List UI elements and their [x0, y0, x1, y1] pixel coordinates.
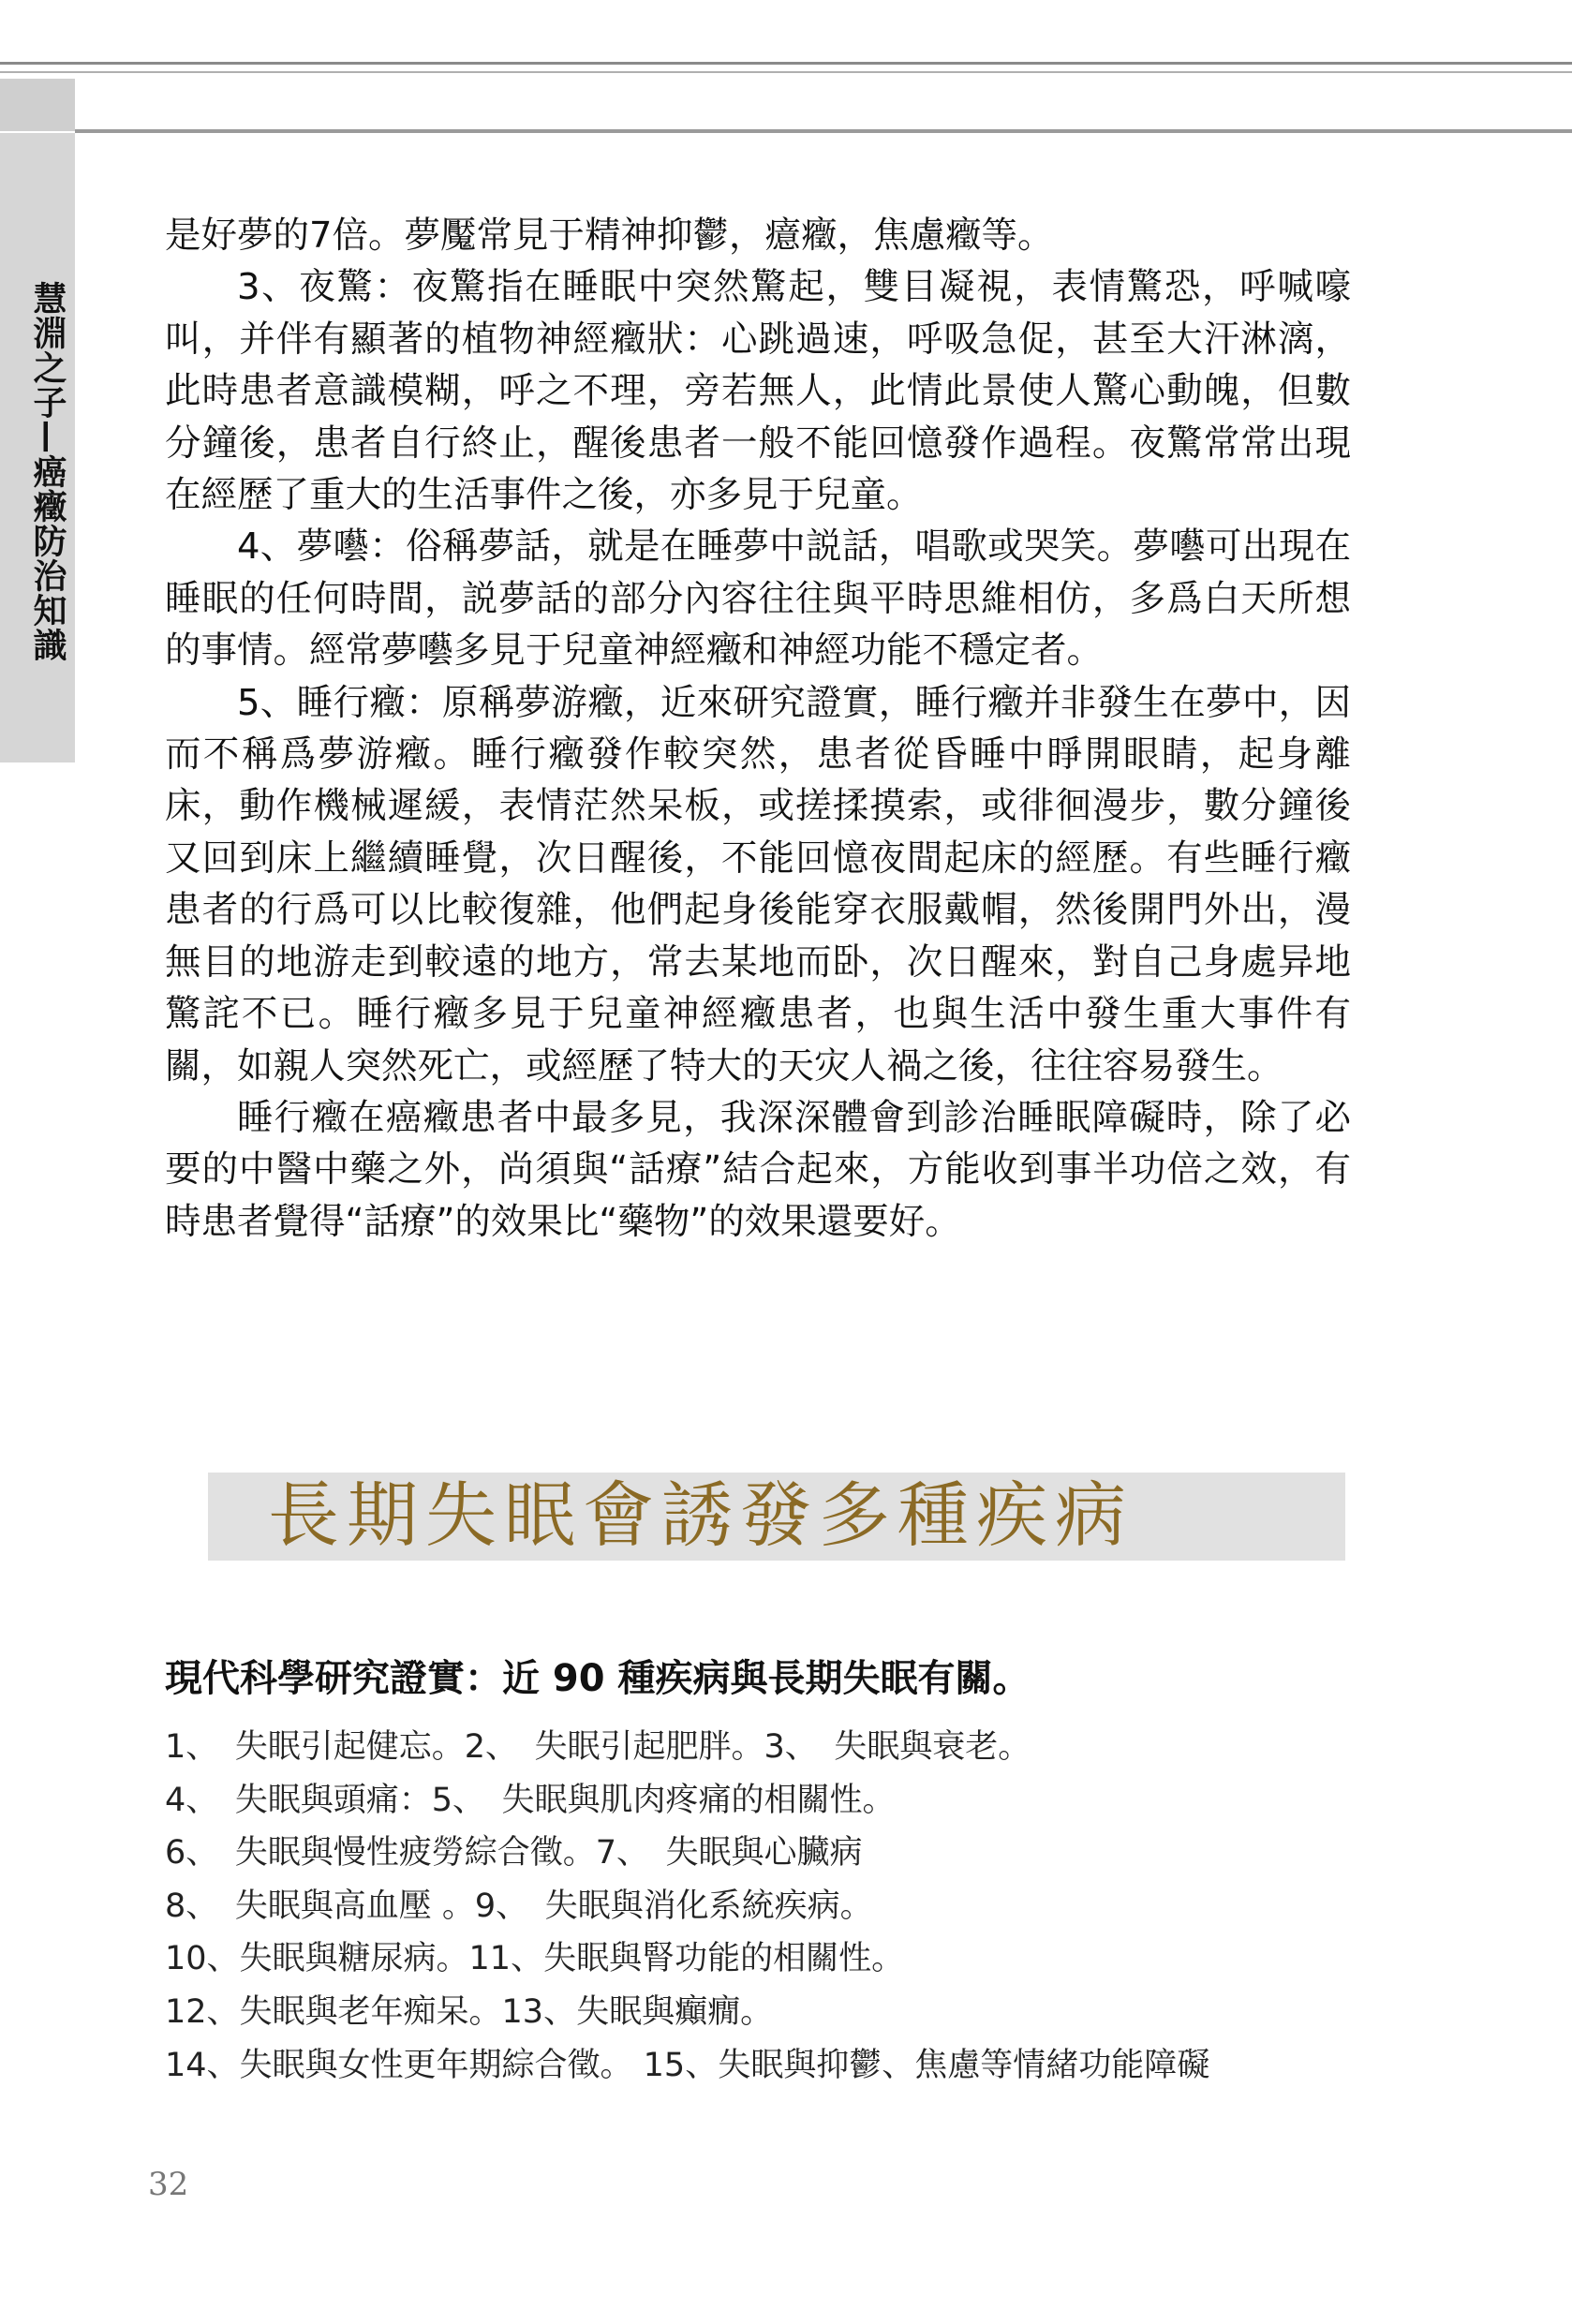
list-line: 1、 失眠引起健忘。2、 失眠引起肥胖。3、 失眠與衰老。: [165, 1728, 1031, 1766]
list-line: 14、失眠與女性更年期綜合徵。 15、失眠與抑鬱、焦慮等情緒功能障礙: [165, 2046, 1210, 2084]
paragraph: 是好夢的7倍。夢魘常見于精神抑鬱，癔癥，焦慮癥等。: [165, 215, 1054, 257]
side-running-title: 慧淵之子—癌癥防治知識: [28, 281, 67, 662]
subheading: 現代科學研究證實：近 90 種疾病與長期失眠有關。: [165, 1657, 1031, 1700]
paragraph: 3、夜驚：夜驚指在睡眠中突然驚起，雙目凝視，表情驚恐，呼喊嚎叫，并伴有顯著的植物神經癥狀：心跳過速，呼吸急促，甚至大汗淋漓，此時患者意識模糊，呼之不理，旁若無人，此情此景使人驚心動魄，但數分鐘後，患者自行終止，醒後患者一般不能回憶發作過程。夜驚常常出現在經歷了重大的生活事件之後，亦多見于兒童。: [165, 266, 1351, 517]
list-line: 10、失眠與糖尿病。11、失眠與腎功能的相關性。: [165, 1940, 905, 1978]
disease-list: [165, 1721, 1373, 2092]
list-line: 6、 失眠與慢性疲勞綜合徵。7、 失眠與心臟病: [165, 1834, 863, 1873]
header-corner-block: [0, 79, 75, 131]
list-line: 4、 失眠與頭痛：5、 失眠與肌肉疼痛的相關性。: [165, 1781, 896, 1819]
paragraph: 4、夢囈：俗稱夢話，就是在睡夢中説話，唱歌或哭笑。夢囈可出現在睡眠的任何時間，説夢話的部分內容往往與平時思維相仿，多爲白天所想的事情。經常夢囈多見于兒童神經癥和神經功能不穩定者。: [165, 525, 1351, 673]
header-rule-top: [0, 62, 1572, 65]
page-number: 32: [148, 2166, 189, 2203]
paragraph: 睡行癥在癌癥患者中最多見，我深深體會到診治睡眠障礙時，除了必要的中醫中藥之外，尚須與“話療”結合起來，方能收到事半功倍之效，有時患者覺得“話療”的效果比“藥物”的效果還要好。: [165, 1096, 1351, 1243]
paragraph: 5、睡行癥：原稱夢游癥，近來研究證實，睡行癥并非發生在夢中，因而不稱爲夢游癥。睡行癥發作較突然，患者從昏睡中睜開眼睛，起身離床，動作機械遲緩，表情茫然呆板，或搓揉摸索，或徘徊漫步，數分鐘後又回到床上繼續睡覺，次日醒後，不能回憶夜間起床的經歷。有些睡行癥患者的行爲可以比較復雜，他們起身後能穿衣服戴帽，然後開門外出，漫無目的地游走到較遠的地方，常去某地而卧，次日醒來，對自己身處异地驚詫不已。睡行癥多見于兒童神經癥患者，也與生活中發生重大事件有關，如親人突然死亡，或經歷了特大的天灾人禍之後，往往容易發生。: [165, 681, 1351, 1088]
body-text: [165, 210, 1351, 1248]
list-line: 12、失眠與老年痴呆。13、失眠與癲癇。: [165, 1992, 774, 2031]
header-rule-second: [0, 71, 1572, 73]
list-line: 8、 失眠與高血壓 。9、 失眠與消化系統疾病。: [165, 1887, 873, 1925]
header-rule-bottom: [75, 129, 1572, 133]
section-title: 長期失眠會誘發多種疾病: [268, 1473, 1134, 1557]
